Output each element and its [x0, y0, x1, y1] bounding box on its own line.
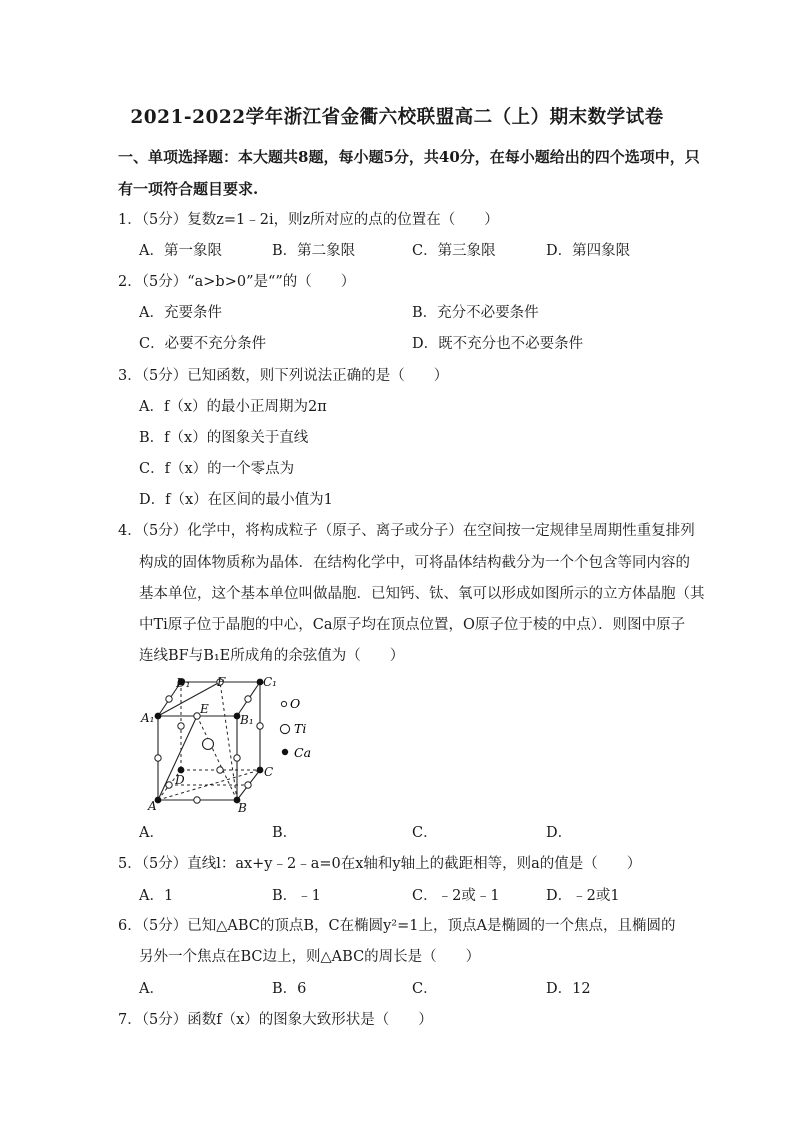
question-1-option-c: C．第三象限 [412, 243, 496, 259]
question-1-option-a: A．第一象限 [139, 243, 222, 259]
o-atom [166, 696, 172, 702]
legend-o-label: O [290, 696, 301, 711]
legend-ca-symbol [282, 749, 288, 755]
label-d: D [175, 773, 185, 787]
question-2-option-a: A．充要条件 [139, 305, 222, 321]
section-heading-line2: 有一项符合题目要求. [118, 180, 259, 198]
legend-ti-label: Ti [294, 721, 307, 736]
legend-o-symbol [281, 701, 286, 706]
o-atom [217, 767, 223, 773]
o-atom [166, 782, 172, 788]
o-atom [194, 797, 200, 803]
question-5-stem: 5．（5分）直线l：ax+y﹣2﹣a=0在x轴和y轴上的截距相等，则a的值是（ ） [118, 856, 642, 872]
ti-atom [203, 739, 214, 750]
line-a-e [158, 716, 197, 800]
question-4-stem-line1: 4．（5分）化学中，将构成粒子（原子、离子或分子）在空间按一定规律呈周期性重复排列 [118, 523, 695, 539]
label-b1: B₁ [240, 713, 254, 727]
question-4-stem-line2: 构成的固体物质称为晶体．在结构化学中，可将晶体结构截分为一个个包含等同内容的 [139, 555, 690, 571]
question-3-option-d: D．f（x）在区间的最小值为1 [139, 492, 333, 508]
question-2-option-c: C．必要不充分条件 [139, 336, 267, 352]
o-atom [245, 782, 251, 788]
question-6-option-c: C． [412, 981, 438, 997]
label-d1: D₁ [176, 676, 191, 690]
question-6-stem-line2: 另外一个焦点在BC边上，则△ABC的周长是（ ） [139, 949, 481, 965]
question-5-option-d: D．﹣2或1 [546, 888, 620, 904]
crystal-cell-figure [140, 672, 320, 814]
o-atom [257, 723, 263, 729]
ca-atom [155, 713, 162, 720]
question-6-option-b: B．6 [272, 981, 307, 997]
question-7-stem: 7．（5分）函数f（x）的图象大致形状是（ ） [118, 1012, 433, 1028]
question-5-option-c: C．﹣2或﹣1 [412, 888, 500, 904]
question-5-option-a: A．1 [139, 888, 174, 904]
ca-atom [257, 767, 264, 774]
question-1-option-d: D．第四象限 [546, 243, 631, 259]
section-heading-line1: 一、单项选择题：本大题共8题，每小题5分，共40分，在每小题给出的四个选项中，只 [118, 148, 700, 166]
question-2-stem: 2．（5分）“a>b>0”是“”的（ ） [118, 274, 356, 290]
o-atom [245, 696, 251, 702]
label-a1: A₁ [141, 711, 155, 725]
label-c1: C₁ [263, 675, 277, 689]
legend-ca-label: Ca [294, 745, 312, 760]
label-c: C [264, 765, 274, 779]
question-4-stem-line4: 中Ti原子位于晶胞的中心，Ca原子均在顶点位置，O原子位于棱的中点）．则图中原子 [139, 617, 686, 633]
question-2-option-d: D．既不充分也不必要条件 [412, 336, 584, 352]
question-6-option-a: A． [139, 981, 164, 997]
question-4-option-b: B． [272, 825, 298, 841]
o-atom [234, 755, 240, 761]
label-a: A [148, 799, 157, 813]
question-3-stem: 3．（5分）已知函数，则下列说法正确的是（ ） [118, 368, 449, 384]
question-4-stem-line5: 连线BF与B₁E所成角的余弦值为（ ） [139, 648, 405, 664]
question-6-stem-line1: 6．（5分）已知△ABC的顶点B，C在椭圆y²=1上，顶点A是椭圆的一个焦点，且椭圆的 [118, 918, 676, 934]
question-1-stem: 1．（5分）复数z=1﹣2i，则z所对应的点的位置在（ ） [118, 212, 499, 228]
question-4-stem-line3: 基本单位，这个基本单位叫做晶胞．已知钙、钛、氧可以形成如图所示的立方体晶胞（其 [139, 586, 705, 602]
legend-ti-symbol [280, 724, 289, 733]
o-atom [178, 723, 184, 729]
question-3-option-b: B．f（x）的图象关于直线 [139, 430, 309, 446]
label-b: B [238, 801, 247, 814]
paper-title: 2021-2022学年浙江省金衢六校联盟高二（上）期末数学试卷 [130, 107, 664, 128]
question-5-option-b: B．﹣1 [272, 888, 321, 904]
question-3-option-a: A．f（x）的最小正周期为2π [139, 399, 327, 415]
question-6-option-d: D．12 [546, 981, 591, 997]
question-2-option-b: B．充分不必要条件 [412, 305, 539, 321]
question-4-option-a: A． [139, 825, 164, 841]
o-atom [155, 755, 161, 761]
label-e: E [200, 702, 209, 716]
question-4-option-d: D． [546, 825, 573, 841]
question-1-option-b: B．第二象限 [272, 243, 356, 259]
question-4-option-c: C． [412, 825, 438, 841]
question-3-option-c: C．f（x）的一个零点为 [139, 461, 295, 477]
label-f: F [217, 675, 226, 689]
